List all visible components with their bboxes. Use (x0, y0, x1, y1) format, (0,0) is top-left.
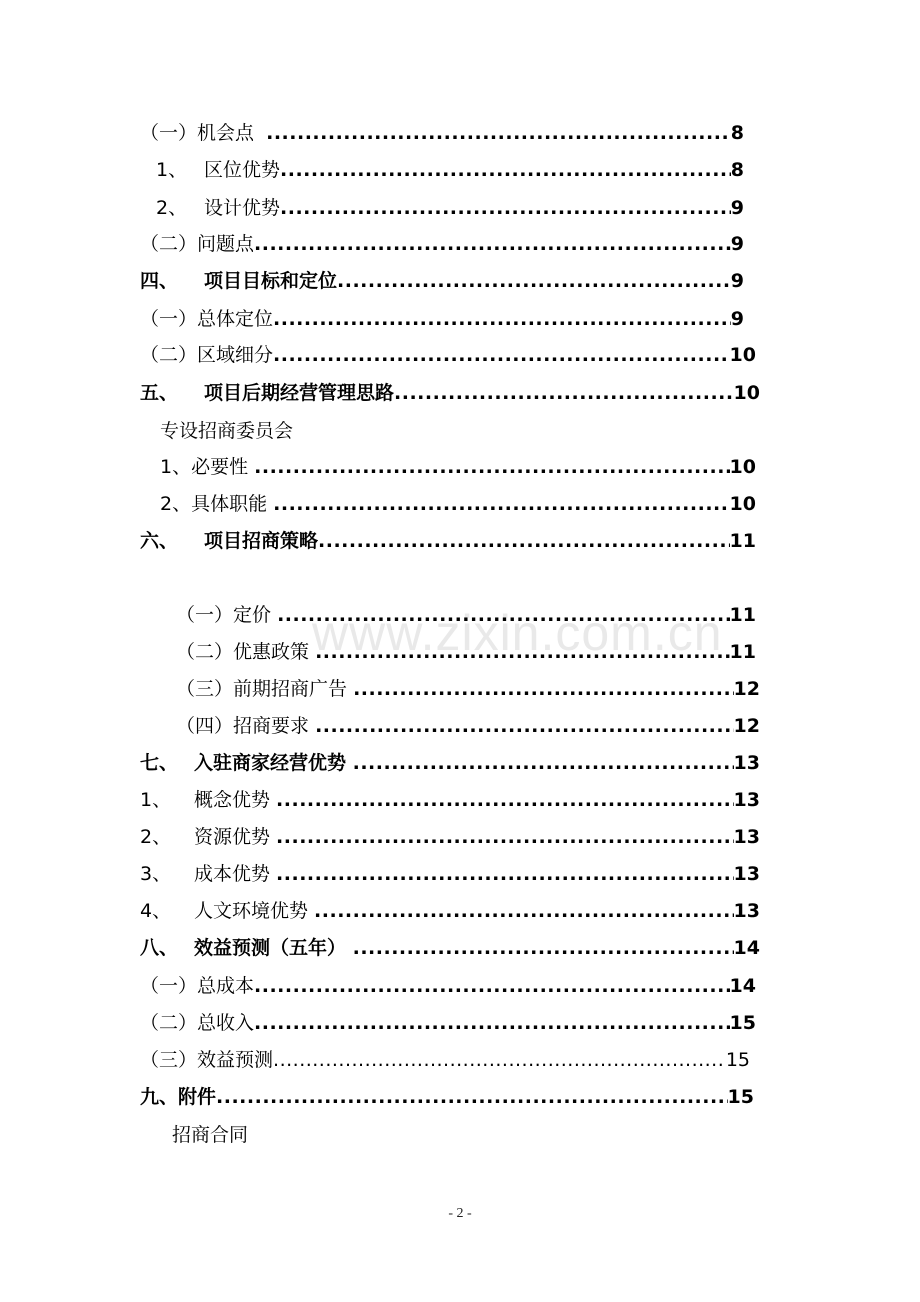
toc-entry[interactable] (140, 896, 760, 926)
toc-page-number: 14 (729, 975, 756, 997)
toc-page-number: 13 (733, 752, 760, 774)
toc-page-number: 9 (730, 233, 744, 255)
toc-number: （二） (176, 641, 234, 663)
toc-leader (353, 748, 734, 778)
toc-title: 效益预测 (197, 1049, 274, 1071)
toc-leader (254, 1008, 730, 1038)
toc-title: 具体职能 (191, 493, 274, 515)
toc-title: 招商要求 (233, 715, 316, 737)
toc-entry[interactable] (160, 489, 756, 519)
toc-page-number: 8 (730, 122, 744, 144)
toc-entry[interactable] (140, 971, 756, 1001)
toc-entry[interactable] (140, 118, 744, 148)
toc-number: 2、 (156, 197, 188, 219)
toc-title: 招商合同 (172, 1124, 249, 1146)
toc-entry[interactable] (140, 266, 744, 296)
toc-page-number: 12 (733, 678, 760, 700)
toc-number: （三） (140, 1049, 198, 1071)
toc-page-number: 13 (733, 863, 760, 885)
toc-page-number: 15 (727, 1086, 754, 1108)
toc-title: 项目后期经营管理思路 (204, 382, 395, 404)
toc-title: 概念优势 (194, 789, 277, 811)
toc-number: 3、 (140, 863, 172, 885)
toc-title: 成本优势 (194, 863, 277, 885)
toc-title: 区域细分 (197, 344, 274, 366)
toc-page-number: 11 (729, 530, 756, 552)
toc-number: 1、 (160, 456, 192, 478)
toc-page-number: 10 (729, 344, 756, 366)
toc-entry[interactable] (140, 378, 760, 408)
toc-leader (314, 896, 734, 926)
toc-leader (337, 266, 731, 296)
toc-title: 入驻商家经营优势 (194, 752, 353, 774)
toc-page-number: 10 (729, 493, 756, 515)
toc-page-number: 10 (729, 456, 756, 478)
toc-entry[interactable] (176, 600, 756, 630)
toc-leader (273, 1045, 726, 1075)
toc-entry[interactable] (156, 155, 744, 185)
toc-leader (276, 785, 734, 815)
toc-page-number: 13 (733, 826, 760, 848)
toc-entry[interactable] (140, 1008, 756, 1038)
toc-number: 1、 (140, 789, 172, 811)
toc-title: 总收入 (197, 1012, 255, 1034)
toc-page-number: 15 (725, 1049, 750, 1071)
toc-leader (276, 859, 734, 889)
toc-number: （一） (140, 122, 198, 144)
toc-title: 定价 (233, 604, 278, 626)
toc-entry[interactable] (156, 193, 744, 223)
toc-number: （二） (140, 344, 198, 366)
toc-number: （四） (176, 715, 234, 737)
toc-title: 前期招商广告 (233, 678, 354, 700)
toc-number: 1、 (156, 159, 188, 181)
toc-page-number: 8 (730, 159, 744, 181)
toc-leader (266, 118, 731, 148)
toc-entry[interactable] (140, 340, 756, 370)
toc-leader (277, 600, 729, 630)
page-number: - 2 - (448, 1206, 472, 1221)
toc-number: （三） (176, 678, 234, 700)
toc-number: 2、 (140, 826, 172, 848)
toc-entry[interactable] (140, 1045, 750, 1075)
toc-entry[interactable] (172, 1120, 248, 1150)
toc-title: 人文环境优势 (194, 900, 315, 922)
toc-number: （二） (140, 233, 198, 255)
toc-number: （一） (140, 975, 198, 997)
toc-leader (353, 933, 734, 963)
toc-leader (273, 304, 731, 334)
toc-entry[interactable] (176, 674, 760, 704)
toc-entry[interactable] (140, 1082, 754, 1112)
toc-entry[interactable] (176, 711, 760, 741)
toc-title: 项目招商策略 (204, 530, 319, 552)
toc-entry[interactable] (160, 452, 756, 482)
toc-leader (315, 637, 729, 667)
toc-title: 附件 (178, 1086, 217, 1108)
toc-entry[interactable] (140, 229, 744, 259)
toc-title: 专设招商委员会 (160, 420, 294, 442)
toc-number: （一） (176, 604, 234, 626)
toc-entry[interactable] (160, 416, 293, 446)
toc-leader (216, 1082, 728, 1112)
toc-page-number: 13 (733, 900, 760, 922)
toc-number: 九、 (140, 1086, 179, 1108)
watermark: www.zixin.com.cn (312, 605, 723, 661)
toc-number: 四、 (140, 270, 179, 292)
toc-title: 机会点 (197, 122, 267, 144)
toc-leader (254, 452, 729, 482)
toc-page-number: 12 (733, 715, 760, 737)
toc-leader (353, 674, 733, 704)
toc-leader (254, 229, 731, 259)
toc-number: 八、 (140, 937, 179, 959)
toc-leader (254, 971, 730, 1001)
toc-entry[interactable] (140, 304, 744, 334)
toc-number: 2、 (160, 493, 192, 515)
toc-number: 六、 (140, 530, 179, 552)
toc-page-number: 9 (730, 308, 744, 330)
toc-title: 问题点 (197, 233, 255, 255)
toc-page-number: 10 (733, 382, 760, 404)
toc-title: 优惠政策 (233, 641, 316, 663)
toc-page-number: 11 (729, 604, 756, 626)
toc-entry[interactable] (140, 785, 760, 815)
toc-leader (394, 378, 734, 408)
toc-entry[interactable] (140, 822, 760, 852)
toc-number: 4、 (140, 900, 172, 922)
toc-leader (280, 193, 731, 223)
toc-leader (276, 822, 734, 852)
toc-title: 资源优势 (194, 826, 277, 848)
toc-page-number: 9 (730, 197, 744, 219)
toc-leader (318, 526, 730, 556)
toc-title: 总体定位 (197, 308, 274, 330)
toc-title: 设计优势 (204, 197, 281, 219)
toc-title: 效益预测（五年） (194, 937, 353, 959)
toc-entry[interactable] (176, 637, 756, 667)
toc-page-number: 15 (729, 1012, 756, 1034)
toc-entry[interactable] (140, 933, 760, 963)
toc-title: 区位优势 (204, 159, 281, 181)
toc-leader (280, 155, 731, 185)
toc-entry[interactable] (140, 748, 760, 778)
toc-title: 必要性 (191, 456, 255, 478)
toc-entry[interactable] (140, 526, 756, 556)
toc-number: 五、 (140, 382, 179, 404)
toc-entry[interactable] (140, 859, 760, 889)
toc-page-number: 11 (729, 641, 756, 663)
toc-title: 项目目标和定位 (204, 270, 338, 292)
toc-number: （一） (140, 308, 198, 330)
toc-page-number: 13 (733, 789, 760, 811)
toc-leader (315, 711, 733, 741)
toc-page-number: 14 (733, 937, 760, 959)
toc-page-number: 9 (730, 270, 744, 292)
toc-leader (273, 489, 729, 519)
toc-title: 总成本 (197, 975, 255, 997)
toc-number: （二） (140, 1012, 198, 1034)
toc-leader (273, 340, 730, 370)
toc-number: 七、 (140, 752, 179, 774)
